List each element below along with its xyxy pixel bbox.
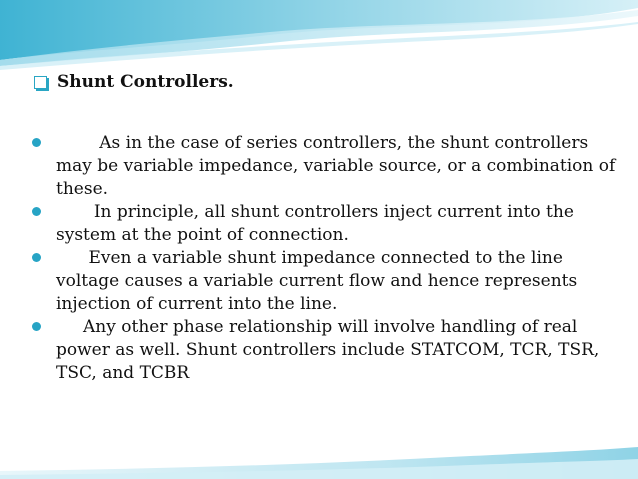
- header-wave-decoration: [0, 0, 638, 70]
- bullet-list: [32, 132, 621, 385]
- bullet-dot-icon: [32, 322, 41, 331]
- bullet-text: Even a variable shunt impedance connected to the line voltage causes a variable current flow and hence represents injection of current into the line.: [56, 248, 583, 314]
- bullet-text: Any other phase relationship will involve handling of real power as well. Shunt controllers include STATCOM, TCR, TSR, TSC, and TCBR: [56, 317, 605, 383]
- bullet-item: [32, 132, 621, 201]
- bullet-text: In principle, all shunt controllers inject current into the system at the point of connection.: [56, 202, 580, 245]
- bullet-dot-icon: [32, 253, 41, 262]
- bullet-item: [32, 201, 617, 247]
- bullet-item: [32, 316, 617, 385]
- slide-heading: [34, 72, 234, 92]
- bullet-item: [32, 247, 617, 316]
- footer-wave-decoration: [0, 439, 638, 479]
- bullet-text: As in the case of series controllers, the shunt controllers may be variable impedance, variable source, or a combination of these.: [56, 133, 621, 199]
- bullet-dot-icon: [32, 207, 41, 216]
- slide-heading-text: Shunt Controllers.: [57, 72, 234, 92]
- checkbox-bullet-icon: [34, 76, 47, 89]
- bullet-dot-icon: [32, 138, 41, 147]
